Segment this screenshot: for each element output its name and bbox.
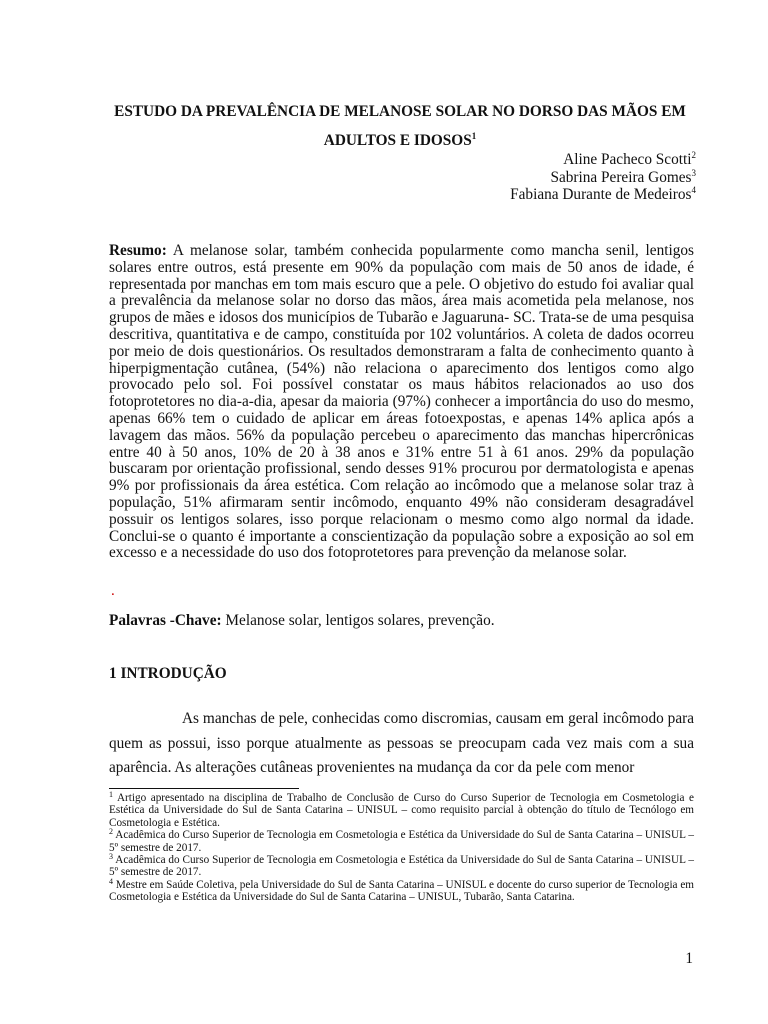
footnote-text: Acadêmica do Curso Superior de Tecnologia em Cosmetologia e Estética da Universidade do Sul de Santa Catarina – UNISUL – 5º semestre de 2017. (109, 829, 694, 854)
author-entry (510, 151, 696, 169)
footnotes (109, 792, 694, 904)
author-name: Sabrina Pereira Gomes (550, 168, 692, 186)
footnote-text: Mestre em Saúde Coletiva, pela Universidade do Sul de Santa Catarina – UNISUL e docente do curso superior de Tecnologia em Cosmetologia e Estética da Universidade do Sul de Santa Catarina – UNISUL, Tubarão, Santa Catarina. (109, 878, 694, 904)
title-footnote-mark: 1 (471, 131, 477, 141)
footnote-mark: 2 (109, 827, 113, 837)
title-line-2-text: ADULTOS E IDOSOS (323, 132, 472, 149)
page-number: 1 (685, 950, 693, 967)
footnote-mark: 4 (109, 876, 113, 886)
abstract-label: Resumo: (109, 242, 167, 259)
footnote (109, 854, 694, 879)
author-name: Fabiana Durante de Medeiros (510, 186, 692, 203)
footnote (109, 829, 694, 854)
author-entry (510, 169, 696, 187)
footnote-mark: 3 (109, 852, 113, 862)
title-line-1: ESTUDO DA PREVALÊNCIA DE MELANOSE SOLAR NO DORSO DAS MÃOS EM (114, 103, 686, 120)
keywords (109, 612, 495, 630)
introduction-paragraph: As manchas de pele, conhecidas como discromias, causam em geral incômodo para quem as possui, isso porque atualmente as pessoas se preocupam cada vez mais com a sua aparência. As alterações cutâneas provenientes na mudança da cor da pele com menor (109, 710, 694, 776)
author-footnote-mark: 4 (691, 185, 696, 195)
abstract-text: A melanose solar, também conhecida popularmente como mancha senil, lentigos solares entre outros, está presente em 90% da população com mais de 50 anos de idade, é representada por manchas em tom mais escuro que a pele. O objetivo do estudo foi avaliar qual a prevalência da melanose solar no dorso das mãos, área mais acometida pela melanose, nos grupos de mães e idosos dos municípios de Tubarão e Jaguaruna- SC. Trata-se de uma pesquisa descritiva, quantitativa e de campo, constituída por 102 voluntários. A coleta de dados ocorreu por meio de dois questionários. Os resultados demonstraram a falta de conhecimento quanto à hiperpigmentação cutânea, (54%) não relaciona o aparecimento dos lentigos como algo provocado pelo sol. Foi possível constatar os maus hábitos relacionados ao uso dos fotoprotetores no dia-a-dia, apesar da maioria (97%) conhecer a importância do uso do mesmo, apenas 66% tem o cuidado de aplicar em áreas fotoexpostas, e apenas 14% aplica após a lavagem das mãos. 56% da população percebeu o aparecimento das manchas hipercrônicas entre 40 à 50 anos, 10% de 20 à 38 anos e 31% entre 51 à 61 anos. 29% da população buscaram por orientação profissional, sendo desses 91% procurou por dermatologista e apenas 9% por profissionais da área estética. Com relação ao incômodo que a melanose solar traz à população, 51% afirmaram sentir incômodo, enquanto 49% não consideram desagradável possuir os lentigos solares, isso porque relacionam o mesmo como algo normal da idade. Conclui-se o quanto é importante a conscientização da população sobre a exposição ao sol em excesso e a necessidade do uso dos fotoprotetores para prevenção da melanose solar. (109, 242, 694, 562)
author-entry (510, 186, 696, 204)
footnote-text: Artigo apresentado na disciplina de Trabalho de Conclusão de Curso do Curso Superior de Tecnologia em Cosmetologia e Estética da Universidade do Sul de Santa Catarina – UNISUL – como requisito parcial à obtenção do título de Tecnólogo em Cosmetologia e Estética. (109, 792, 694, 829)
paper-title (100, 97, 700, 155)
footnote-mark: 1 (109, 790, 113, 799)
keywords-text: Melanose solar, lentigos solares, prevenção. (225, 612, 495, 629)
footnote (109, 792, 694, 829)
footnote-text: Acadêmica do Curso Superior de Tecnologia em Cosmetologia e Estética da Universidade do Sul de Santa Catarina – UNISUL – 5º semestre de 2017. (109, 854, 694, 879)
keywords-label: Palavras -Chave: (109, 612, 222, 629)
author-name: Aline Pacheco Scotti (563, 151, 692, 168)
author-list (510, 151, 696, 204)
author-footnote-mark: 3 (691, 167, 696, 178)
abstract (109, 243, 694, 562)
author-footnote-mark: 2 (691, 150, 696, 160)
footnote-divider (109, 788, 299, 789)
stray-dot: . (111, 583, 115, 599)
footnote (109, 876, 694, 904)
section-heading-introduction: 1 INTRODUÇÃO (109, 665, 227, 682)
